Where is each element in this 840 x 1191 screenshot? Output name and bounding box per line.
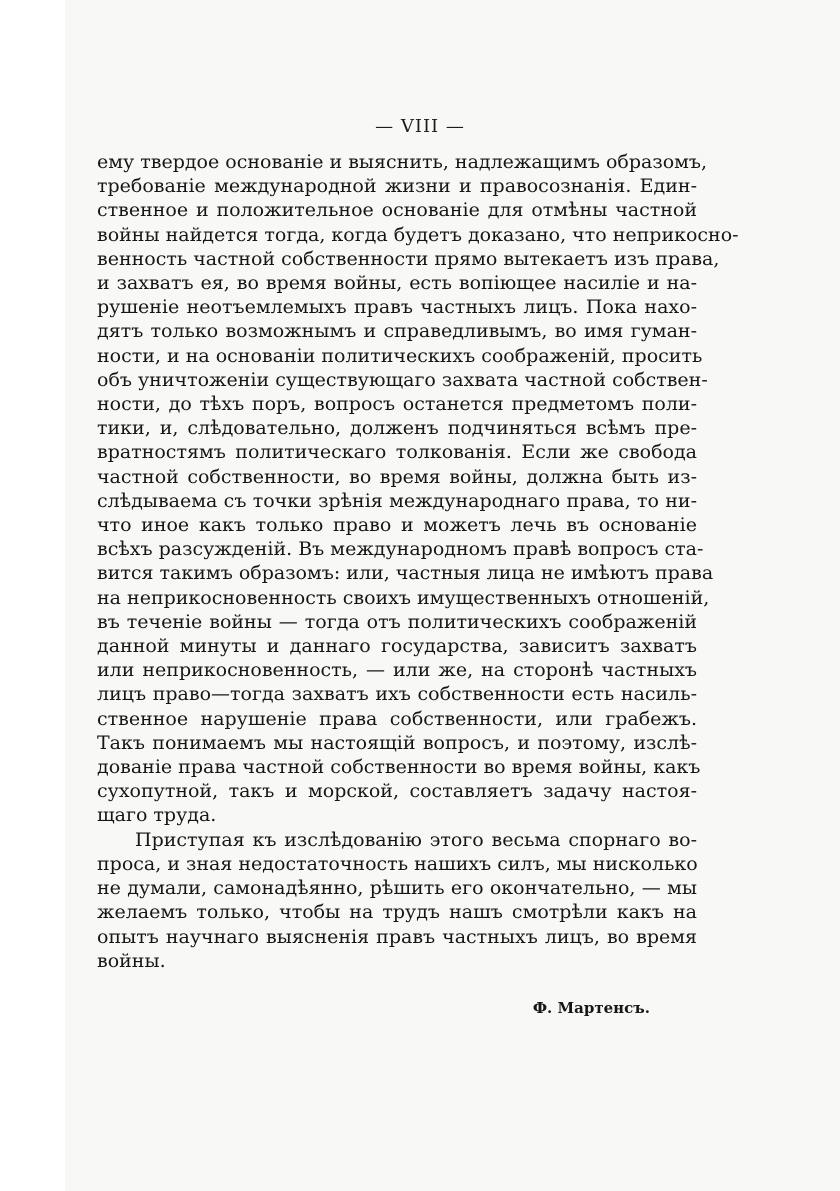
- text-line: вратностямъ политическаго толкованiя. Если же свобода: [97, 441, 697, 464]
- text-line: сухопутной, такъ и морской, составляетъ задачу настоя-: [97, 780, 697, 803]
- text-line: Приступая къ изслѣдованiю этого весьма спорнаго во-: [135, 828, 697, 851]
- text-line: въ теченiе войны — тогда отъ политическихъ соображенiй: [97, 610, 697, 633]
- text-line: вится такимъ образомъ: или, частныя лица не имѣютъ права: [97, 562, 714, 585]
- text-line: щаго труда.: [97, 804, 217, 827]
- text-line: не думали, самонадѣянно, рѣшить его окончательно, — мы: [97, 877, 697, 900]
- text-line: ственное и положительное основанiе для отмѣны частной: [97, 199, 697, 222]
- author-signature: Ф. Мартенсъ.: [532, 999, 650, 1017]
- paragraph-2: [97, 828, 697, 973]
- text-line: или неприкосновенность, — или же, на сторонѣ частныхъ: [97, 659, 697, 682]
- text-line: объ уничтоженiи существующаго захвата частной собствен-: [97, 368, 708, 391]
- text-line: рушенiе неотъемлемыхъ правъ частныхъ лицъ. Пока нахо-: [97, 296, 697, 319]
- text-line: частной собственности, во время войны, должна быть из-: [97, 465, 697, 488]
- text-line: что иное какъ только право и можетъ лечь въ основанiе: [97, 514, 697, 537]
- text-line: на неприкосновенность своихъ имущественныхъ отношенiй,: [97, 586, 710, 609]
- text-line: и захватъ ея, во время войны, есть вопiющее насилiе и на-: [97, 272, 697, 295]
- text-line: ности, и на основанiи политическихъ соображенiй, просить: [97, 344, 703, 367]
- text-line: Такъ понимаемъ мы настоящiй вопросъ, и поэтому, изслѣ-: [97, 731, 697, 754]
- body-text: [97, 150, 739, 973]
- text-line: венность частной собственности прямо вытекаетъ изъ права,: [97, 247, 720, 270]
- text-line: проса, и зная недостаточность нашихъ силъ, мы нисколько: [97, 852, 698, 875]
- text-line: данной минуты и даннаго государства, зависитъ захватъ: [97, 635, 697, 658]
- text-line: требованiе международной жизни и правосознанiя. Един-: [97, 175, 697, 198]
- text-line: войны.: [97, 949, 166, 972]
- text-line: опытъ научнаго выясненiя правъ частныхъ лицъ, во время: [97, 925, 697, 948]
- text-line: лицъ право—тогда захватъ ихъ собственности есть насиль-: [97, 683, 697, 706]
- text-line: дятъ только возможнымъ и справедливымъ, во имя гуман-: [97, 320, 697, 343]
- text-line: желаемъ только, чтобы на трудъ нашъ смотрѣли какъ на: [97, 901, 697, 924]
- text-line: войны найдется тогда, когда будетъ доказано, что неприкосно-: [97, 223, 739, 246]
- text-line: ности, до тѣхъ поръ, вопросъ останется предметомъ поли-: [97, 393, 697, 416]
- text-line: ему твердое основанiе и выяснить, надлежащимъ образомъ,: [97, 151, 708, 173]
- page-number: — VIII —: [375, 116, 465, 137]
- paragraph-1: [97, 150, 739, 828]
- text-line: всѣхъ разсужденiй. Въ международномъ правѣ вопросъ ста-: [97, 538, 704, 561]
- text-line: тики, и, слѣдовательно, долженъ подчиняться всѣмъ пре-: [97, 417, 697, 440]
- text-line: дованiе права частной собственности во время войны, какъ: [97, 756, 701, 779]
- text-line: ственное нарушенiе права собственности, или грабежъ.: [97, 707, 697, 730]
- text-line: слѣдываема съ точки зрѣнiя международнаго права, то ни-: [97, 489, 697, 512]
